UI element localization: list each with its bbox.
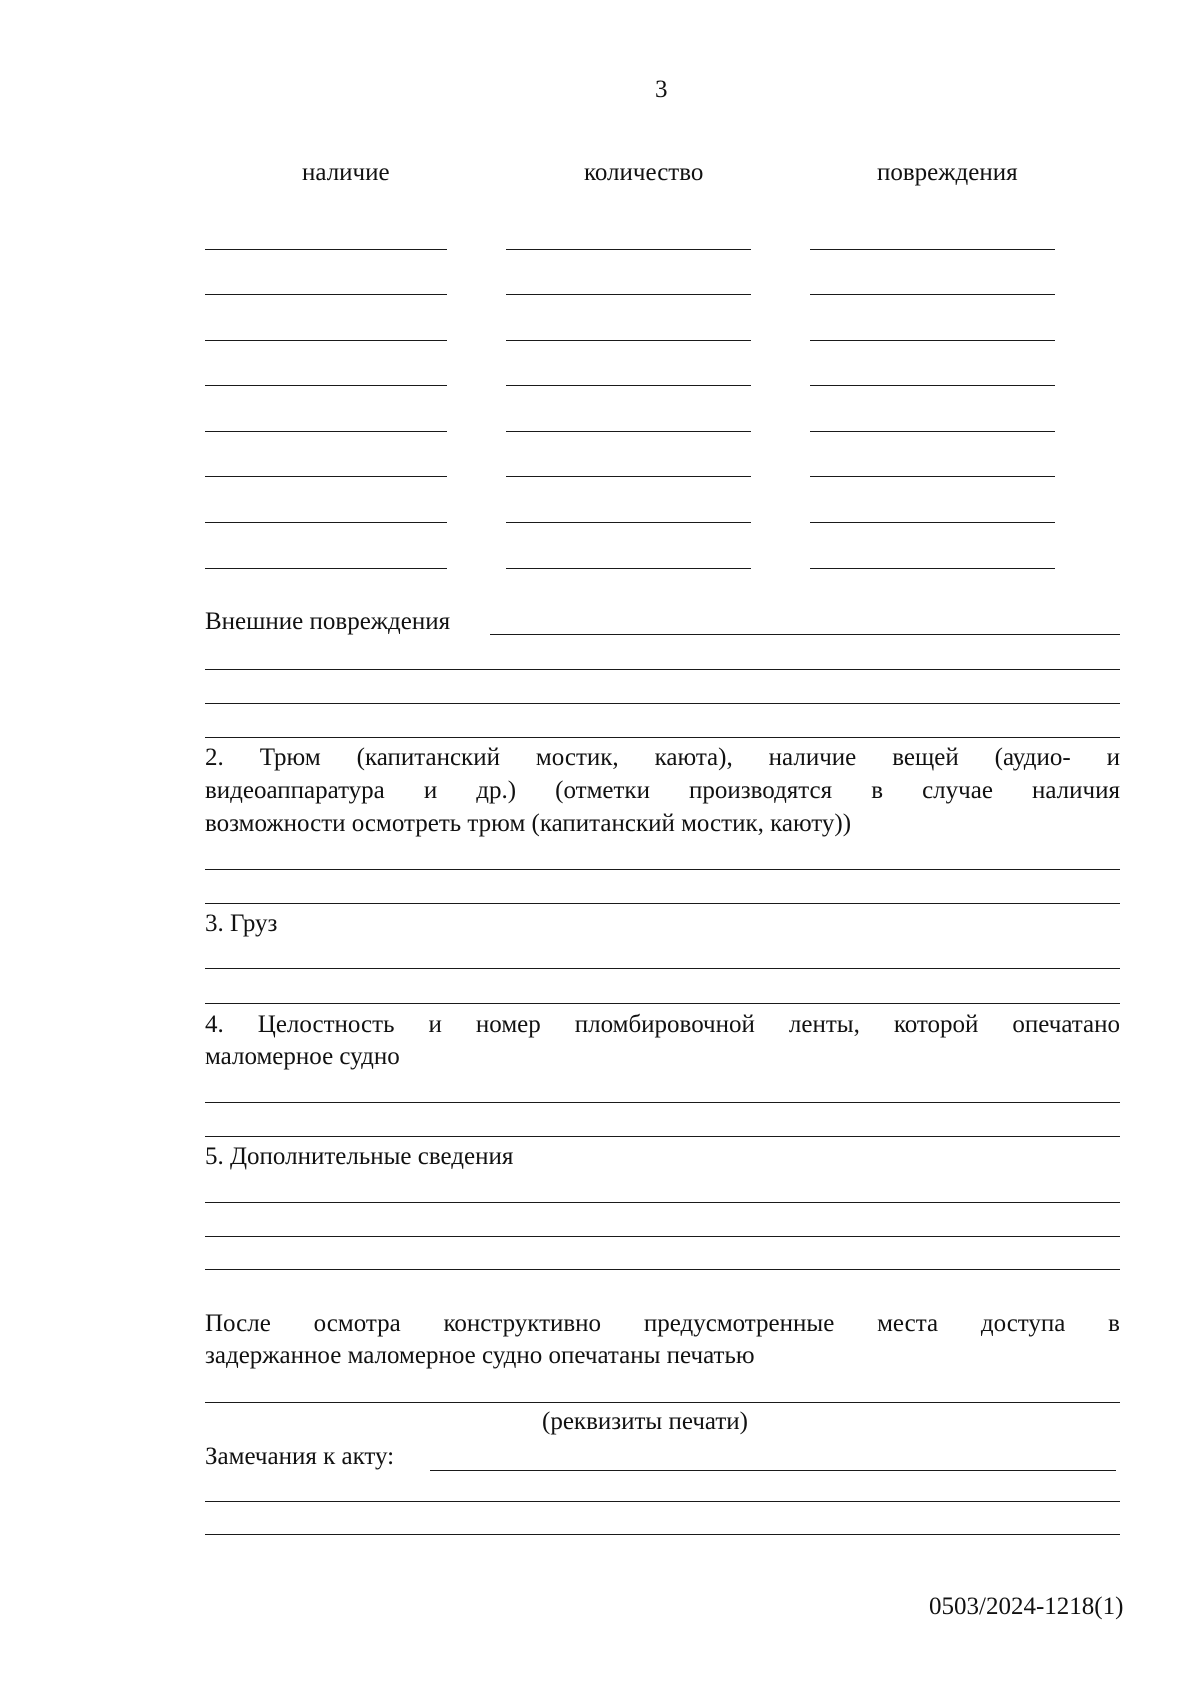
section-5-line-a[interactable] [205,1202,1120,1203]
blank-line-col3-row3[interactable] [810,340,1055,341]
column-header-damage: повреждения [877,159,1018,186]
section-2-line-3: возможности осмотреть трюм (капитанский мостик, каюту)) [205,810,852,837]
blank-line-col1-row7[interactable] [205,522,447,523]
section-2-line-1: 2. Трюм (капитанский мостик, каюта), наличие вещей (аудио- и [205,744,1120,771]
blank-line-col2-row1[interactable] [506,249,751,250]
seal-line[interactable] [205,1402,1120,1403]
remarks-line-3[interactable] [205,1534,1120,1535]
section-4-line-1: 4. Целостность и номер пломбировочной ленты, которой опечатано [205,1011,1120,1038]
blank-line-col2-row2[interactable] [506,294,751,295]
blank-line-col2-row3[interactable] [506,340,751,341]
blank-line-col1-row4[interactable] [205,385,447,386]
external-damage-label: Внешние повреждения [205,608,451,635]
blank-line-col3-row4[interactable] [810,385,1055,386]
after-inspection-line-2: задержанное маломерное судно опечатаны печатью [205,1342,755,1369]
remarks-label: Замечания к акту: [205,1443,395,1470]
blank-line-col3-row1[interactable] [810,249,1055,250]
column-header-presence: наличие [302,159,390,186]
after-inspection-line-1: После осмотра конструктивно предусмотренные места доступа в [205,1310,1120,1337]
section-5-line-c[interactable] [205,1269,1120,1270]
blank-line-col1-row8[interactable] [205,568,447,569]
blank-line-col1-row2[interactable] [205,294,447,295]
section-4-line-2: маломерное судно [205,1043,400,1070]
section-2-line-2: видеоаппаратура и др.) (отметки производятся в случае наличия [205,777,1120,804]
blank-line-col2-row6[interactable] [506,476,751,477]
blank-line-col1-row5[interactable] [205,431,447,432]
blank-line-col3-row6[interactable] [810,476,1055,477]
blank-line-col2-row4[interactable] [506,385,751,386]
remarks-line-1[interactable] [430,1470,1116,1471]
page-number: 3 [655,76,668,103]
section-4-line-b[interactable] [205,1136,1120,1137]
blank-line-col3-row7[interactable] [810,522,1055,523]
section-2-line-b[interactable] [205,903,1120,904]
section-5-line-b[interactable] [205,1236,1120,1237]
column-header-quantity: количество [584,159,704,186]
section-2-line-a[interactable] [205,869,1120,870]
blank-line-col3-row5[interactable] [810,431,1055,432]
blank-line-col2-row8[interactable] [506,568,751,569]
blank-line-col3-row2[interactable] [810,294,1055,295]
blank-line-col2-row7[interactable] [506,522,751,523]
external-damage-line-3[interactable] [205,703,1120,704]
blank-line-col2-row5[interactable] [506,431,751,432]
document-number: 0503/2024-1218(1) [929,1593,1124,1620]
section-3-heading: 3. Груз [205,910,278,937]
remarks-line-2[interactable] [205,1501,1120,1502]
section-3-line-a[interactable] [205,968,1120,969]
external-damage-line-2[interactable] [205,669,1120,670]
blank-line-col1-row3[interactable] [205,340,447,341]
section-3-line-b[interactable] [205,1003,1120,1004]
blank-line-col1-row6[interactable] [205,476,447,477]
section-4-line-a[interactable] [205,1102,1120,1103]
external-damage-line-4[interactable] [205,737,1120,738]
blank-line-col1-row1[interactable] [205,249,447,250]
blank-line-col3-row8[interactable] [810,568,1055,569]
external-damage-line-1[interactable] [490,634,1120,635]
seal-caption: (реквизиты печати) [542,1408,748,1435]
section-5-heading: 5. Дополнительные сведения [205,1143,514,1170]
